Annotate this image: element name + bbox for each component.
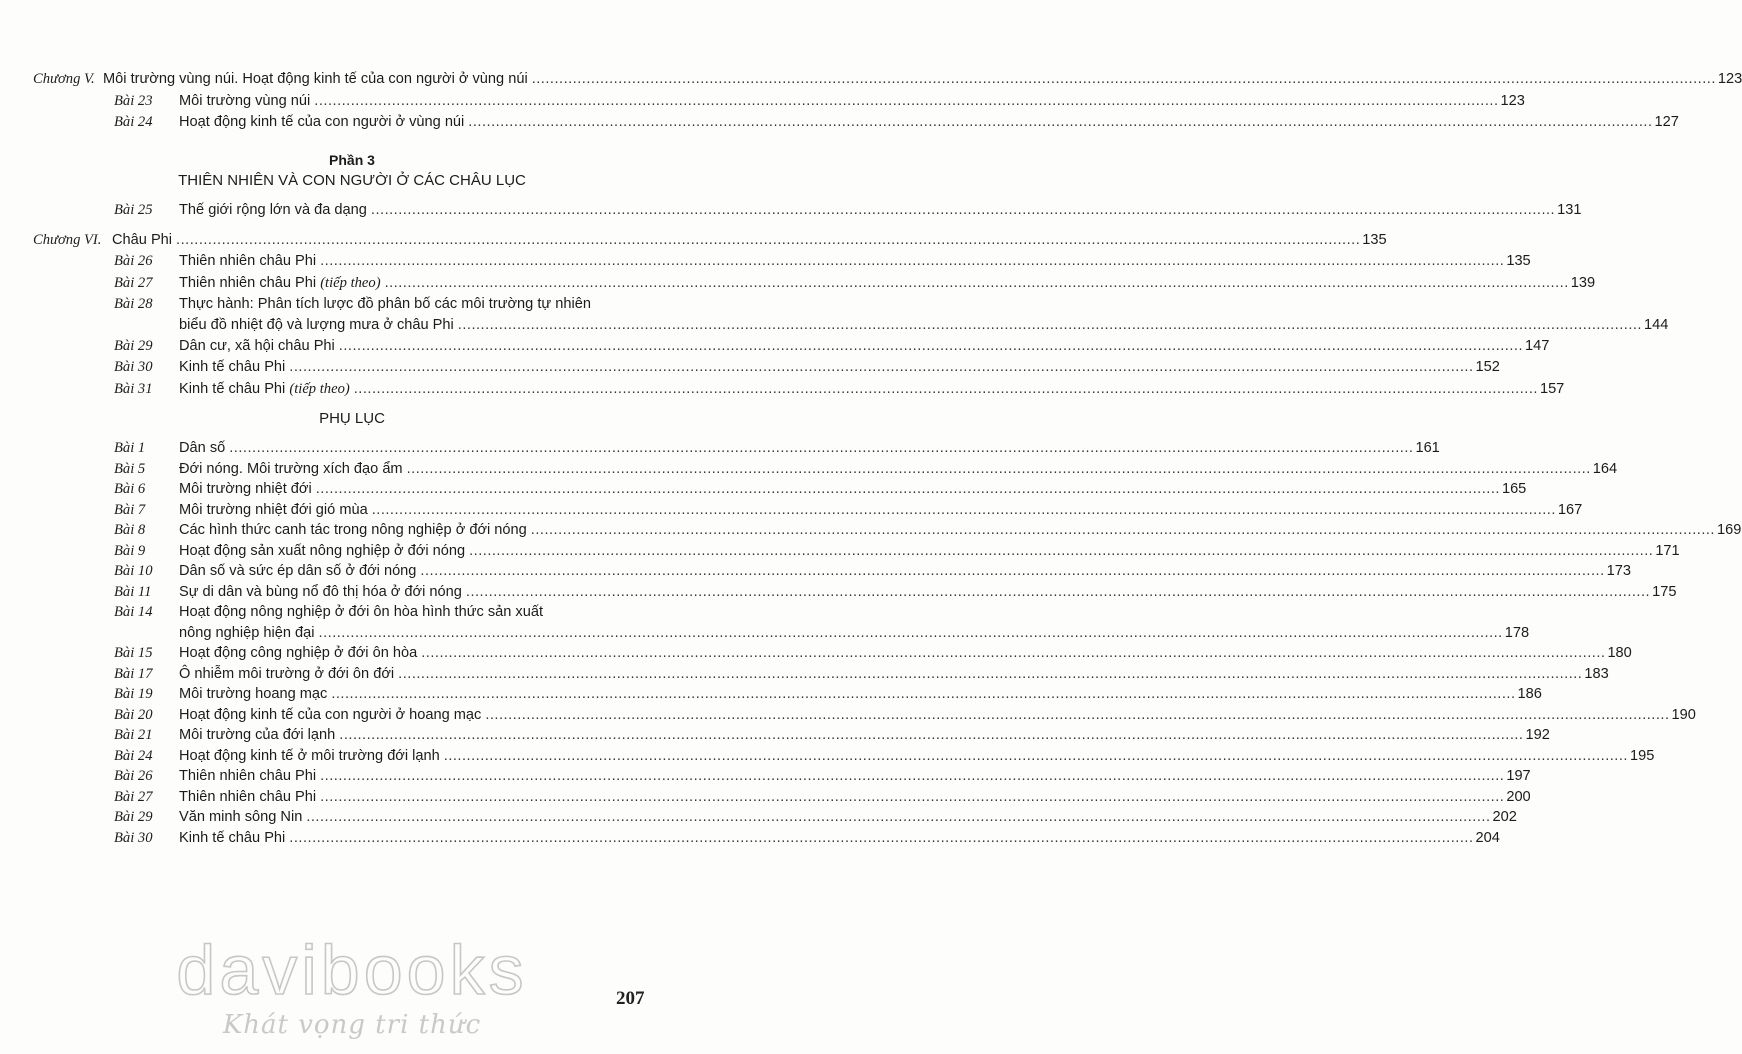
toc-entry-label: Chương VI. [33, 232, 102, 249]
toc-leader-dots: .................................................................................................................................................................................................................................................................... [314, 92, 1499, 109]
toc-entry-label: Bài 26 [114, 253, 153, 270]
toc-page-number: 165 [1501, 481, 1527, 497]
toc-entry-title: Môi trường vùng núi. Hoạt động kinh tế của con người ở vùng núi [103, 71, 528, 87]
toc-leader-dots: .................................................................................................................................................................................................................................................................... [420, 563, 1605, 579]
toc-page-number: 180 [1607, 645, 1632, 661]
toc-entry-row [114, 112, 1679, 132]
toc-entry-title: Đới nóng. Môi trường xích đạo ẩm [179, 460, 403, 477]
toc-entry-row [114, 357, 1500, 377]
toc-leader-dots: .................................................................................................................................................................................................................................................................... [289, 359, 1474, 376]
toc-page-number: 175 [1652, 583, 1677, 600]
toc-entry-row [114, 379, 1565, 399]
toc-page-number: 197 [1506, 768, 1531, 784]
toc-entry-row [114, 787, 1531, 807]
toc-entry-label: Bài 9 [114, 542, 146, 559]
toc-leader-dots: .................................................................................................................................................................................................................................................................... [320, 768, 1505, 784]
toc-entry-label: Bài 24 [114, 114, 153, 130]
toc-leader-dots: .................................................................................................................................................................................................................................................................... [176, 232, 1361, 249]
toc-entry-title: Ô nhiễm môi trường ở đới ôn đới [179, 665, 395, 682]
toc-entry-row [114, 200, 1582, 220]
toc-entry-title: Môi trường nhiệt đới gió mùa [179, 501, 368, 518]
toc-page-number: 135 [1506, 253, 1531, 270]
toc-entry-label: Bài 25 [114, 202, 153, 218]
toc-entry-title: Hoạt động kinh tế của con người ở vùng núi [179, 114, 465, 130]
toc-leader-dots: .................................................................................................................................................................................................................................................................... [398, 665, 1583, 682]
toc-leader-dots: .................................................................................................................................................................................................................................................................... [318, 624, 1503, 641]
toc-entry-row [114, 91, 1525, 111]
toc-entry-title: Hoạt động kinh tế của con người ở hoang mạc [179, 706, 482, 723]
toc-page-number: 147 [1525, 338, 1550, 355]
toc-page-number: 202 [1492, 809, 1517, 825]
toc-entry-title: Môi trường của đới lạnh [179, 727, 336, 743]
toc-entry-title: Kinh tế châu Phi [179, 359, 286, 376]
toc-page-number: 131 [1557, 202, 1582, 218]
toc-leader-dots: .................................................................................................................................................................................................................................................................... [289, 829, 1474, 846]
toc-entry-title: Văn minh sông Nin [179, 809, 303, 825]
toc-entry-label: Bài 6 [114, 481, 146, 497]
toc-page-number: 161 [1415, 440, 1440, 456]
toc-page-number: 178 [1504, 624, 1530, 641]
toc-entry-label: Chương V. [33, 71, 95, 87]
toc-leader-dots: .................................................................................................................................................................................................................................................................... [468, 114, 1653, 130]
toc-entry-row [114, 582, 1677, 602]
toc-page-number: 192 [1525, 727, 1550, 743]
toc-entry-label: Bài 30 [114, 359, 153, 376]
toc-page-number: 167 [1557, 501, 1583, 518]
toc-entry-title: Hoạt động công nghiệp ở đới ôn hòa [179, 645, 418, 661]
toc-page-number: 200 [1506, 788, 1531, 805]
toc-entry-title: Thiên nhiên châu Phi [179, 253, 317, 270]
toc-entry-title: Môi trường vùng núi [179, 92, 311, 109]
toc-leader-dots: .................................................................................................................................................................................................................................................................... [530, 522, 1715, 538]
toc-entry-row [114, 602, 653, 622]
toc-leader-dots: .................................................................................................................................................................................................................................................................... [331, 686, 1516, 702]
toc-page-number: 183 [1584, 665, 1609, 682]
toc-leader-dots: .................................................................................................................................................................................................................................................................... [384, 274, 1569, 291]
toc-page-number: 173 [1606, 563, 1631, 579]
toc-leader-dots: .................................................................................................................................................................................................................................................................... [531, 71, 1716, 87]
toc-page-number: 186 [1517, 686, 1542, 702]
toc-entry-row [114, 684, 1542, 704]
toc-leader-dots: .................................................................................................................................................................................................................................................................... [306, 809, 1491, 825]
toc-entry-title: Châu Phi [112, 232, 173, 249]
toc-entry-label: Bài 15 [114, 645, 153, 661]
toc-entry-row [114, 479, 1527, 499]
toc-page-number: 135 [1362, 232, 1387, 249]
toc-entry-row [114, 315, 1669, 335]
toc-entry-title: Hoạt động nông nghiệp ở đới ôn hòa hình thức sản xuất [179, 604, 544, 620]
toc-entry-title: nông nghiệp hiện đại [179, 624, 315, 641]
toc-entry-title: Hoạt động sản xuất nông nghiệp ở đới nóng [179, 542, 466, 559]
part-subheading: THIÊN NHIÊN VÀ CON NGƯỜI Ở CÁC CHÂU LỤC [178, 172, 526, 189]
toc-leader-dots: .................................................................................................................................................................................................................................................................... [370, 202, 1556, 218]
toc-entry-row [114, 705, 1696, 725]
toc-page-number: 171 [1655, 542, 1680, 559]
toc-leader-dots: .................................................................................................................................................................................................................................................................... [320, 788, 1505, 805]
toc-leader-dots: .................................................................................................................................................................................................................................................................... [338, 338, 1523, 355]
toc-entry-label: Bài 31 [114, 380, 153, 397]
toc-entry-row [114, 746, 1655, 766]
toc-entry-row [114, 500, 1583, 520]
toc-entry-label: Bài 19 [114, 686, 153, 702]
toc-entry-label: Bài 20 [114, 706, 153, 723]
toc-page-number: 169 [1716, 522, 1742, 538]
toc-entry-label: Bài 23 [114, 92, 153, 109]
toc-entry-label: Bài 10 [114, 563, 153, 579]
toc-page-number: 190 [1671, 706, 1696, 723]
toc-leader-dots: .................................................................................................................................................................................................................................................................... [339, 727, 1524, 743]
toc-entry-title: Thực hành: Phân tích lược đồ phân bố các môi trường tự nhiên [179, 295, 591, 312]
toc-entry-row [114, 643, 1632, 663]
toc-entry-row [114, 459, 1618, 479]
toc-leader-dots: .................................................................................................................................................................................................................................................................... [371, 501, 1556, 518]
toc-entry-row [114, 664, 1609, 684]
toc-entry-row [114, 294, 653, 314]
toc-entry-label: Bài 29 [114, 338, 153, 355]
toc-entry-label: Bài 27 [114, 788, 153, 805]
toc-leader-dots: .................................................................................................................................................................................................................................................................... [320, 253, 1505, 270]
toc-entry-row [114, 807, 1517, 827]
watermark-logo: davibooks [176, 931, 528, 1009]
toc-entry-row [114, 725, 1550, 745]
toc-chapter-row [33, 230, 1387, 250]
toc-entry-title: Dân số và sức ép dân số ở đới nóng [179, 563, 417, 579]
toc-chapter-row [33, 69, 1742, 89]
toc-page-number: 123 [1717, 71, 1742, 87]
part-heading: Phần 3 [329, 152, 375, 168]
toc-page-number: 127 [1654, 114, 1679, 130]
toc-entry-label: Bài 21 [114, 727, 153, 743]
toc-entry-title-suffix: (tiếp theo) [320, 274, 381, 291]
toc-page-number: 157 [1539, 380, 1565, 397]
toc-entry-label: Bài 30 [114, 829, 153, 846]
toc-page-number: 195 [1629, 747, 1655, 764]
toc-entry-label: Bài 14 [114, 604, 153, 620]
toc-entry-row [114, 561, 1631, 581]
toc-entry-row [114, 336, 1550, 356]
toc-entry-title: Dân số [179, 440, 226, 456]
toc-entry-label: Bài 27 [114, 274, 153, 291]
toc-entry-title: Thiên nhiên châu Phi [179, 768, 317, 784]
toc-entry-title: Các hình thức canh tác trong nông nghiệp ở đới nóng [179, 522, 527, 538]
toc-leader-dots: .................................................................................................................................................................................................................................................................... [485, 706, 1670, 723]
toc-entry-title: Sự di dân và bùng nổ đô thị hóa ở đới nóng [179, 583, 462, 600]
toc-leader-dots: .................................................................................................................................................................................................................................................................... [315, 481, 1500, 497]
toc-entry-row [114, 273, 1596, 293]
toc-entry-label: Bài 7 [114, 501, 146, 518]
toc-entry-label: Bài 28 [114, 295, 153, 312]
toc-leader-dots: .................................................................................................................................................................................................................................................................... [406, 460, 1591, 477]
toc-entry-label: Bài 5 [114, 460, 146, 477]
toc-entry-label: Bài 1 [114, 440, 146, 456]
toc-entry-title: Kinh tế châu Phi [179, 380, 286, 397]
page-number: 207 [616, 988, 645, 1009]
toc-leader-dots: .................................................................................................................................................................................................................................................................... [421, 645, 1606, 661]
toc-page-number: 139 [1570, 274, 1596, 291]
toc-entry-title: Dân cư, xã hội châu Phi [179, 338, 335, 355]
toc-entry-title: Môi trường hoang mạc [179, 686, 328, 702]
toc-entry-title-suffix: (tiếp theo) [289, 380, 350, 397]
toc-page-number: 144 [1643, 317, 1669, 333]
toc-entry-title: Môi trường nhiệt đới [179, 481, 312, 497]
watermark-tagline: Khát vọng tri thức [222, 1010, 482, 1040]
toc-leader-dots: .................................................................................................................................................................................................................................................................... [229, 440, 1414, 456]
toc-page-number: 164 [1592, 460, 1618, 477]
toc-entry-title: Thiên nhiên châu Phi [179, 788, 317, 805]
toc-entry-row [114, 541, 1680, 561]
toc-leader-dots: .................................................................................................................................................................................................................................................................... [465, 583, 1651, 600]
toc-entry-label: Bài 8 [114, 522, 146, 538]
toc-leader-dots: .................................................................................................................................................................................................................................................................... [457, 317, 1642, 333]
toc-page-number: 152 [1475, 359, 1500, 376]
toc-entry-label: Bài 26 [114, 768, 153, 784]
toc-entry-title: Thế giới rộng lớn và đa dạng [179, 202, 367, 218]
toc-leader-dots: .................................................................................................................................................................................................................................................................... [353, 380, 1538, 397]
toc-entry-label: Bài 17 [114, 665, 153, 682]
toc-entry-row [114, 438, 1440, 458]
toc-entry-title: biểu đồ nhiệt độ và lượng mưa ở châu Phi [179, 317, 454, 333]
toc-entry-title: Hoạt động kinh tế ở môi trường đới lạnh [179, 747, 440, 764]
toc-leader-dots: .................................................................................................................................................................................................................................................................... [443, 747, 1628, 764]
toc-entry-row [114, 520, 1742, 540]
toc-entry-row [114, 828, 1500, 848]
toc-entry-row [114, 766, 1531, 786]
toc-entry-title: Thiên nhiên châu Phi [179, 274, 317, 291]
toc-entry-row [114, 623, 1530, 643]
toc-entry-label: Bài 24 [114, 747, 153, 764]
toc-entry-label: Bài 29 [114, 809, 153, 825]
toc-entry-row [114, 251, 1531, 271]
toc-page-number: 204 [1475, 829, 1500, 846]
toc-leader-dots: .................................................................................................................................................................................................................................................................... [469, 542, 1654, 559]
toc-entry-label: Bài 11 [114, 583, 152, 600]
appendix-heading: PHỤ LỤC [319, 410, 385, 427]
toc-page-number: 123 [1500, 92, 1525, 109]
toc-entry-title: Kinh tế châu Phi [179, 829, 286, 846]
